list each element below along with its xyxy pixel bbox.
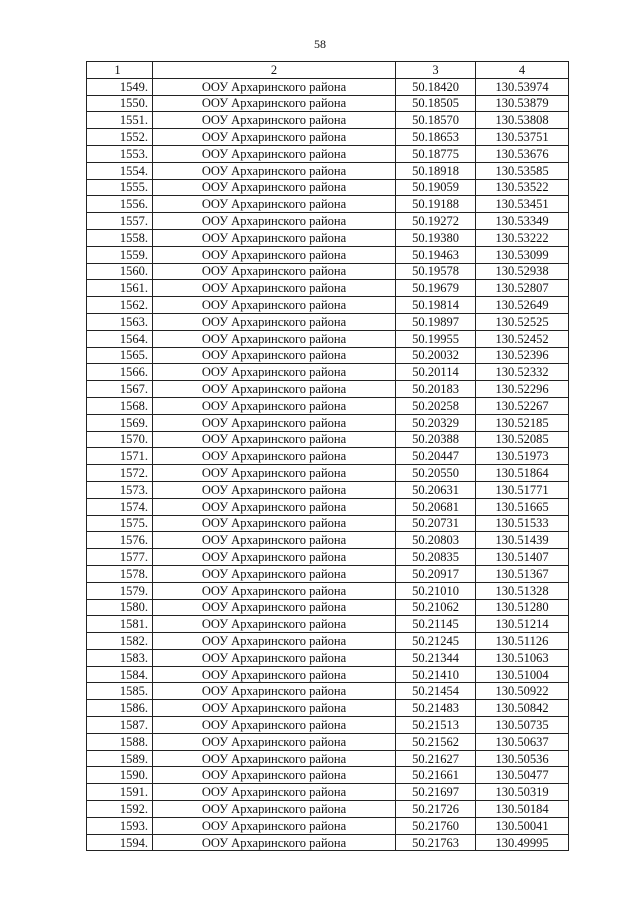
header-col-3: 3 — [396, 62, 476, 79]
row-number: 1593. — [87, 817, 153, 834]
organization-name: ООУ Архаринского района — [153, 414, 396, 431]
longitude-value: 130.52807 — [476, 280, 569, 297]
organization-name: ООУ Архаринского района — [153, 700, 396, 717]
latitude-value: 50.18505 — [396, 95, 476, 112]
row-number: 1594. — [87, 834, 153, 851]
longitude-value: 130.53451 — [476, 196, 569, 213]
table-row — [87, 112, 569, 129]
row-number: 1550. — [87, 95, 153, 112]
organization-name: ООУ Архаринского района — [153, 498, 396, 515]
row-number: 1574. — [87, 498, 153, 515]
table-row — [87, 683, 569, 700]
latitude-value: 50.19272 — [396, 213, 476, 230]
latitude-value: 50.20183 — [396, 381, 476, 398]
longitude-value: 130.52085 — [476, 431, 569, 448]
table-row — [87, 582, 569, 599]
row-number: 1583. — [87, 649, 153, 666]
latitude-value: 50.21145 — [396, 616, 476, 633]
row-number: 1590. — [87, 767, 153, 784]
row-number: 1578. — [87, 565, 153, 582]
row-number: 1591. — [87, 784, 153, 801]
organization-name: ООУ Архаринского района — [153, 515, 396, 532]
longitude-value: 130.53676 — [476, 145, 569, 162]
table-row — [87, 95, 569, 112]
table-row — [87, 616, 569, 633]
table-row — [87, 414, 569, 431]
table-row — [87, 246, 569, 263]
organization-name: ООУ Архаринского района — [153, 229, 396, 246]
longitude-value: 130.52525 — [476, 313, 569, 330]
longitude-value: 130.53349 — [476, 213, 569, 230]
row-number: 1592. — [87, 801, 153, 818]
organization-name: ООУ Архаринского района — [153, 532, 396, 549]
organization-name: ООУ Архаринского района — [153, 397, 396, 414]
longitude-value: 130.50735 — [476, 717, 569, 734]
latitude-value: 50.18570 — [396, 112, 476, 129]
latitude-value: 50.20835 — [396, 549, 476, 566]
organization-name: ООУ Архаринского района — [153, 465, 396, 482]
latitude-value: 50.19188 — [396, 196, 476, 213]
latitude-value: 50.20388 — [396, 431, 476, 448]
latitude-value: 50.20329 — [396, 414, 476, 431]
table-row — [87, 364, 569, 381]
latitude-value: 50.18420 — [396, 78, 476, 95]
table-row — [87, 381, 569, 398]
longitude-value: 130.53751 — [476, 129, 569, 146]
longitude-value: 130.53522 — [476, 179, 569, 196]
organization-name: ООУ Архаринского района — [153, 750, 396, 767]
row-number: 1570. — [87, 431, 153, 448]
organization-name: ООУ Архаринского района — [153, 801, 396, 818]
organization-name: ООУ Архаринского района — [153, 431, 396, 448]
organization-name: ООУ Архаринского района — [153, 448, 396, 465]
longitude-value: 130.50842 — [476, 700, 569, 717]
longitude-value: 130.53808 — [476, 112, 569, 129]
row-number: 1577. — [87, 549, 153, 566]
table-row — [87, 801, 569, 818]
row-number: 1563. — [87, 313, 153, 330]
organization-name: ООУ Архаринского района — [153, 330, 396, 347]
table-row — [87, 700, 569, 717]
table-row — [87, 481, 569, 498]
table-row — [87, 532, 569, 549]
table-row — [87, 448, 569, 465]
longitude-value: 130.51665 — [476, 498, 569, 515]
longitude-value: 130.51280 — [476, 599, 569, 616]
row-number: 1564. — [87, 330, 153, 347]
organization-name: ООУ Архаринского района — [153, 246, 396, 263]
row-number: 1552. — [87, 129, 153, 146]
table-row — [87, 717, 569, 734]
row-number: 1585. — [87, 683, 153, 700]
table-row — [87, 733, 569, 750]
table-row — [87, 179, 569, 196]
organization-name: ООУ Архаринского района — [153, 196, 396, 213]
table-row — [87, 397, 569, 414]
latitude-value: 50.20803 — [396, 532, 476, 549]
table-body — [87, 78, 569, 851]
longitude-value: 130.53879 — [476, 95, 569, 112]
table-row — [87, 599, 569, 616]
page-number: 58 — [314, 37, 326, 51]
table-row — [87, 817, 569, 834]
organization-name: ООУ Архаринского района — [153, 683, 396, 700]
row-number: 1569. — [87, 414, 153, 431]
latitude-value: 50.20114 — [396, 364, 476, 381]
table-row — [87, 834, 569, 851]
organization-name: ООУ Архаринского района — [153, 347, 396, 364]
coordinates-table — [86, 61, 569, 851]
longitude-value: 130.51367 — [476, 565, 569, 582]
table-row — [87, 280, 569, 297]
table-header — [87, 62, 569, 79]
table-row — [87, 196, 569, 213]
longitude-value: 130.52332 — [476, 364, 569, 381]
longitude-value: 130.52185 — [476, 414, 569, 431]
row-number: 1581. — [87, 616, 153, 633]
organization-name: ООУ Архаринского района — [153, 582, 396, 599]
latitude-value: 50.21763 — [396, 834, 476, 851]
longitude-value: 130.53974 — [476, 78, 569, 95]
row-number: 1580. — [87, 599, 153, 616]
table-row — [87, 313, 569, 330]
longitude-value: 130.51864 — [476, 465, 569, 482]
row-number: 1566. — [87, 364, 153, 381]
row-number: 1562. — [87, 297, 153, 314]
longitude-value: 130.51063 — [476, 649, 569, 666]
row-number: 1561. — [87, 280, 153, 297]
latitude-value: 50.18918 — [396, 162, 476, 179]
latitude-value: 50.20032 — [396, 347, 476, 364]
latitude-value: 50.20731 — [396, 515, 476, 532]
header-col-1: 1 — [87, 62, 153, 79]
header-col-4: 4 — [476, 62, 569, 79]
latitude-value: 50.19814 — [396, 297, 476, 314]
latitude-value: 50.21661 — [396, 767, 476, 784]
latitude-value: 50.20631 — [396, 481, 476, 498]
table-row — [87, 297, 569, 314]
row-number: 1556. — [87, 196, 153, 213]
table-row — [87, 145, 569, 162]
latitude-value: 50.19380 — [396, 229, 476, 246]
organization-name: ООУ Архаринского района — [153, 112, 396, 129]
row-number: 1572. — [87, 465, 153, 482]
latitude-value: 50.19463 — [396, 246, 476, 263]
longitude-value: 130.51973 — [476, 448, 569, 465]
latitude-value: 50.21513 — [396, 717, 476, 734]
latitude-value: 50.21697 — [396, 784, 476, 801]
organization-name: ООУ Архаринского района — [153, 717, 396, 734]
table-row — [87, 229, 569, 246]
row-number: 1557. — [87, 213, 153, 230]
longitude-value: 130.50477 — [476, 767, 569, 784]
table-row — [87, 431, 569, 448]
table-row — [87, 515, 569, 532]
table-row — [87, 784, 569, 801]
organization-name: ООУ Архаринского района — [153, 297, 396, 314]
latitude-value: 50.20258 — [396, 397, 476, 414]
longitude-value: 130.50041 — [476, 817, 569, 834]
row-number: 1582. — [87, 633, 153, 650]
latitude-value: 50.21410 — [396, 666, 476, 683]
latitude-value: 50.18653 — [396, 129, 476, 146]
latitude-value: 50.21245 — [396, 633, 476, 650]
longitude-value: 130.53222 — [476, 229, 569, 246]
latitude-value: 50.19059 — [396, 179, 476, 196]
organization-name: ООУ Архаринского района — [153, 616, 396, 633]
table-row — [87, 767, 569, 784]
longitude-value: 130.52396 — [476, 347, 569, 364]
organization-name: ООУ Архаринского района — [153, 565, 396, 582]
row-number: 1568. — [87, 397, 153, 414]
organization-name: ООУ Архаринского района — [153, 633, 396, 650]
longitude-value: 130.51439 — [476, 532, 569, 549]
latitude-value: 50.21010 — [396, 582, 476, 599]
latitude-value: 50.21760 — [396, 817, 476, 834]
table-row — [87, 633, 569, 650]
header-col-2: 2 — [153, 62, 396, 79]
row-number: 1565. — [87, 347, 153, 364]
organization-name: ООУ Архаринского района — [153, 784, 396, 801]
table-row — [87, 78, 569, 95]
organization-name: ООУ Архаринского района — [153, 767, 396, 784]
organization-name: ООУ Архаринского района — [153, 666, 396, 683]
organization-name: ООУ Архаринского района — [153, 313, 396, 330]
latitude-value: 50.21483 — [396, 700, 476, 717]
row-number: 1589. — [87, 750, 153, 767]
longitude-value: 130.52296 — [476, 381, 569, 398]
row-number: 1571. — [87, 448, 153, 465]
longitude-value: 130.51533 — [476, 515, 569, 532]
table-row — [87, 750, 569, 767]
organization-name: ООУ Архаринского района — [153, 129, 396, 146]
header-row — [87, 62, 569, 79]
organization-name: ООУ Архаринского района — [153, 549, 396, 566]
table-row — [87, 666, 569, 683]
longitude-value: 130.51126 — [476, 633, 569, 650]
table-row — [87, 129, 569, 146]
row-number: 1567. — [87, 381, 153, 398]
organization-name: ООУ Архаринского района — [153, 179, 396, 196]
longitude-value: 130.50922 — [476, 683, 569, 700]
row-number: 1576. — [87, 532, 153, 549]
organization-name: ООУ Архаринского района — [153, 145, 396, 162]
table-row — [87, 649, 569, 666]
longitude-value: 130.51214 — [476, 616, 569, 633]
row-number: 1559. — [87, 246, 153, 263]
row-number: 1575. — [87, 515, 153, 532]
longitude-value: 130.50536 — [476, 750, 569, 767]
latitude-value: 50.18775 — [396, 145, 476, 162]
longitude-value: 130.51004 — [476, 666, 569, 683]
organization-name: ООУ Архаринского района — [153, 481, 396, 498]
organization-name: ООУ Архаринского района — [153, 381, 396, 398]
row-number: 1560. — [87, 263, 153, 280]
latitude-value: 50.19897 — [396, 313, 476, 330]
row-number: 1553. — [87, 145, 153, 162]
organization-name: ООУ Архаринского района — [153, 834, 396, 851]
longitude-value: 130.50184 — [476, 801, 569, 818]
row-number: 1549. — [87, 78, 153, 95]
organization-name: ООУ Архаринского района — [153, 78, 396, 95]
table-row — [87, 498, 569, 515]
longitude-value: 130.50637 — [476, 733, 569, 750]
row-number: 1555. — [87, 179, 153, 196]
latitude-value: 50.21454 — [396, 683, 476, 700]
organization-name: ООУ Архаринского района — [153, 263, 396, 280]
row-number: 1584. — [87, 666, 153, 683]
organization-name: ООУ Архаринского района — [153, 213, 396, 230]
longitude-value: 130.51407 — [476, 549, 569, 566]
table-row — [87, 347, 569, 364]
table-row — [87, 549, 569, 566]
table-row — [87, 330, 569, 347]
table-row — [87, 465, 569, 482]
organization-name: ООУ Архаринского района — [153, 280, 396, 297]
organization-name: ООУ Архаринского района — [153, 162, 396, 179]
latitude-value: 50.19578 — [396, 263, 476, 280]
organization-name: ООУ Архаринского района — [153, 599, 396, 616]
latitude-value: 50.21726 — [396, 801, 476, 818]
longitude-value: 130.50319 — [476, 784, 569, 801]
table-row — [87, 213, 569, 230]
longitude-value: 130.49995 — [476, 834, 569, 851]
latitude-value: 50.20917 — [396, 565, 476, 582]
latitude-value: 50.21627 — [396, 750, 476, 767]
row-number: 1579. — [87, 582, 153, 599]
row-number: 1551. — [87, 112, 153, 129]
latitude-value: 50.21562 — [396, 733, 476, 750]
longitude-value: 130.51328 — [476, 582, 569, 599]
latitude-value: 50.20681 — [396, 498, 476, 515]
row-number: 1586. — [87, 700, 153, 717]
longitude-value: 130.52938 — [476, 263, 569, 280]
row-number: 1587. — [87, 717, 153, 734]
latitude-value: 50.19955 — [396, 330, 476, 347]
organization-name: ООУ Архаринского района — [153, 733, 396, 750]
organization-name: ООУ Архаринского района — [153, 817, 396, 834]
table-row — [87, 565, 569, 582]
latitude-value: 50.20447 — [396, 448, 476, 465]
row-number: 1588. — [87, 733, 153, 750]
longitude-value: 130.52649 — [476, 297, 569, 314]
longitude-value: 130.52452 — [476, 330, 569, 347]
row-number: 1573. — [87, 481, 153, 498]
latitude-value: 50.21344 — [396, 649, 476, 666]
table-row — [87, 162, 569, 179]
row-number: 1554. — [87, 162, 153, 179]
longitude-value: 130.53099 — [476, 246, 569, 263]
latitude-value: 50.20550 — [396, 465, 476, 482]
longitude-value: 130.53585 — [476, 162, 569, 179]
table-row — [87, 263, 569, 280]
organization-name: ООУ Архаринского района — [153, 95, 396, 112]
longitude-value: 130.52267 — [476, 397, 569, 414]
latitude-value: 50.21062 — [396, 599, 476, 616]
latitude-value: 50.19679 — [396, 280, 476, 297]
longitude-value: 130.51771 — [476, 481, 569, 498]
organization-name: ООУ Архаринского района — [153, 364, 396, 381]
row-number: 1558. — [87, 229, 153, 246]
organization-name: ООУ Архаринского района — [153, 649, 396, 666]
